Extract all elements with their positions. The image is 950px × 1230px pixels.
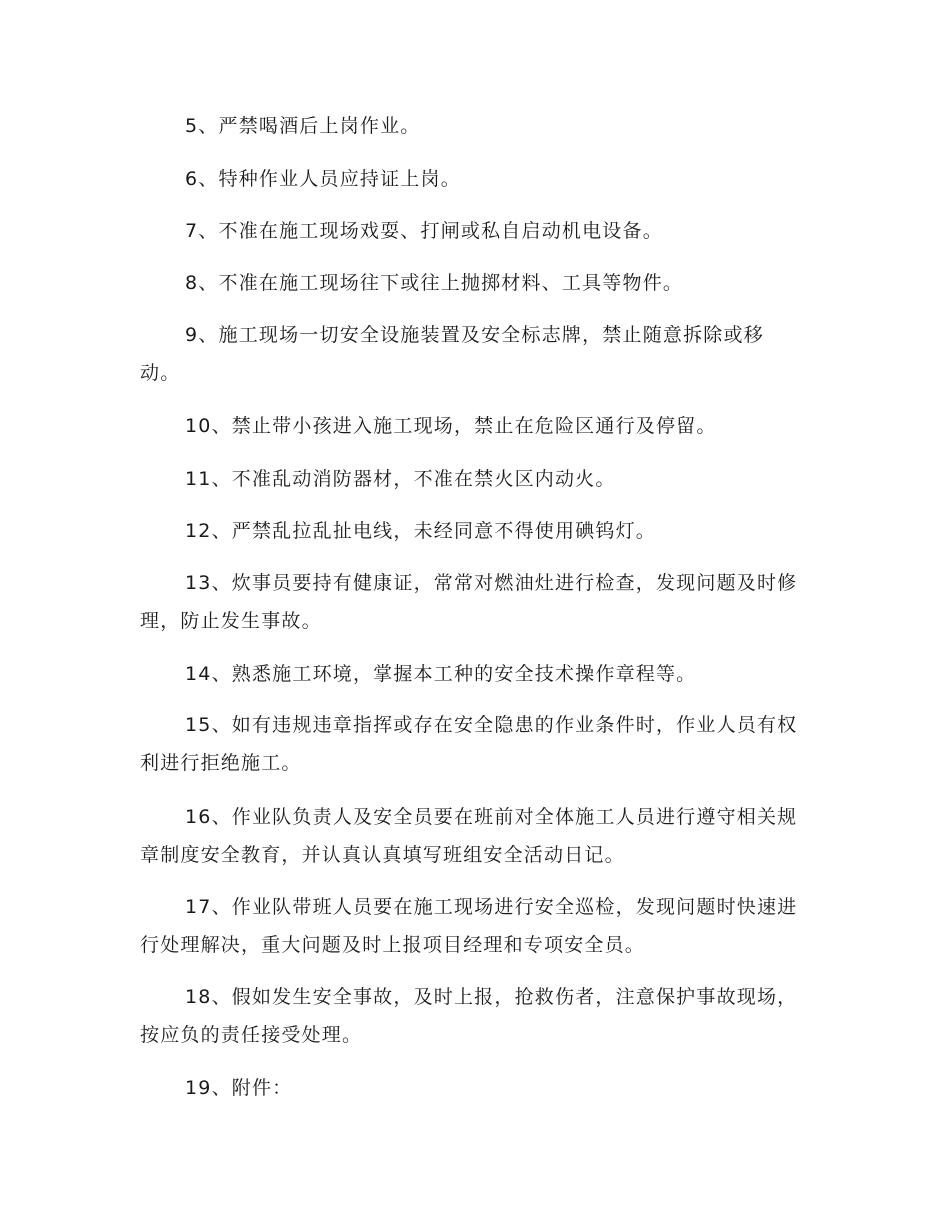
rule-paragraph-17: 17、作业队带班人员要在施工现场进行安全巡检，发现问题时快速进行处理解决，重大问题及时上报项目经理和专项安全员。 xyxy=(140,896,798,956)
rule-paragraph-12: 12、严禁乱拉乱扯电线，未经同意不得使用碘钨灯。 xyxy=(185,520,656,542)
rule-paragraph-18: 18、假如发生安全事故，及时上报，抢救伤者，注意保护事故现场，按应负的责任接受处理。 xyxy=(140,986,798,1046)
rule-paragraph-6: 6、特种作业人员应持证上岗。 xyxy=(185,168,461,190)
rule-paragraph-5: 5、严禁喝酒后上岗作业。 xyxy=(185,115,421,137)
rule-paragraph-13: 13、炊事员要持有健康证，常常对燃油灶进行检查，发现问题及时修理，防止发生事故。 xyxy=(140,572,798,632)
rule-paragraph-16: 16、作业队负责人及安全员要在班前对全体施工人员进行遵守相关规章制度安全教育，并认真认真填写班组安全活动日记。 xyxy=(140,806,798,866)
rule-paragraph-9: 9、施工现场一切安全设施装置及安全标志牌，禁止随意拆除或移动。 xyxy=(140,324,764,384)
rule-paragraph-10: 10、禁止带小孩进入施工现场，禁止在危险区通行及停留。 xyxy=(185,415,717,437)
rule-paragraph-19: 19、附件： xyxy=(185,1077,293,1099)
rule-paragraph-15: 15、如有违规违章指挥或存在安全隐患的作业条件时，作业人员有权利进行拒绝施工。 xyxy=(140,714,798,774)
rule-paragraph-14: 14、熟悉施工环境，掌握本工种的安全技术操作章程等。 xyxy=(185,663,697,685)
rule-paragraph-7: 7、不准在施工现场戏耍、打闸或私自启动机电设备。 xyxy=(185,220,663,242)
rule-paragraph-8: 8、不准在施工现场往下或往上抛掷材料、工具等物件。 xyxy=(185,272,684,294)
rule-paragraph-11: 11、不准乱动消防器材，不准在禁火区内动火。 xyxy=(185,468,616,490)
